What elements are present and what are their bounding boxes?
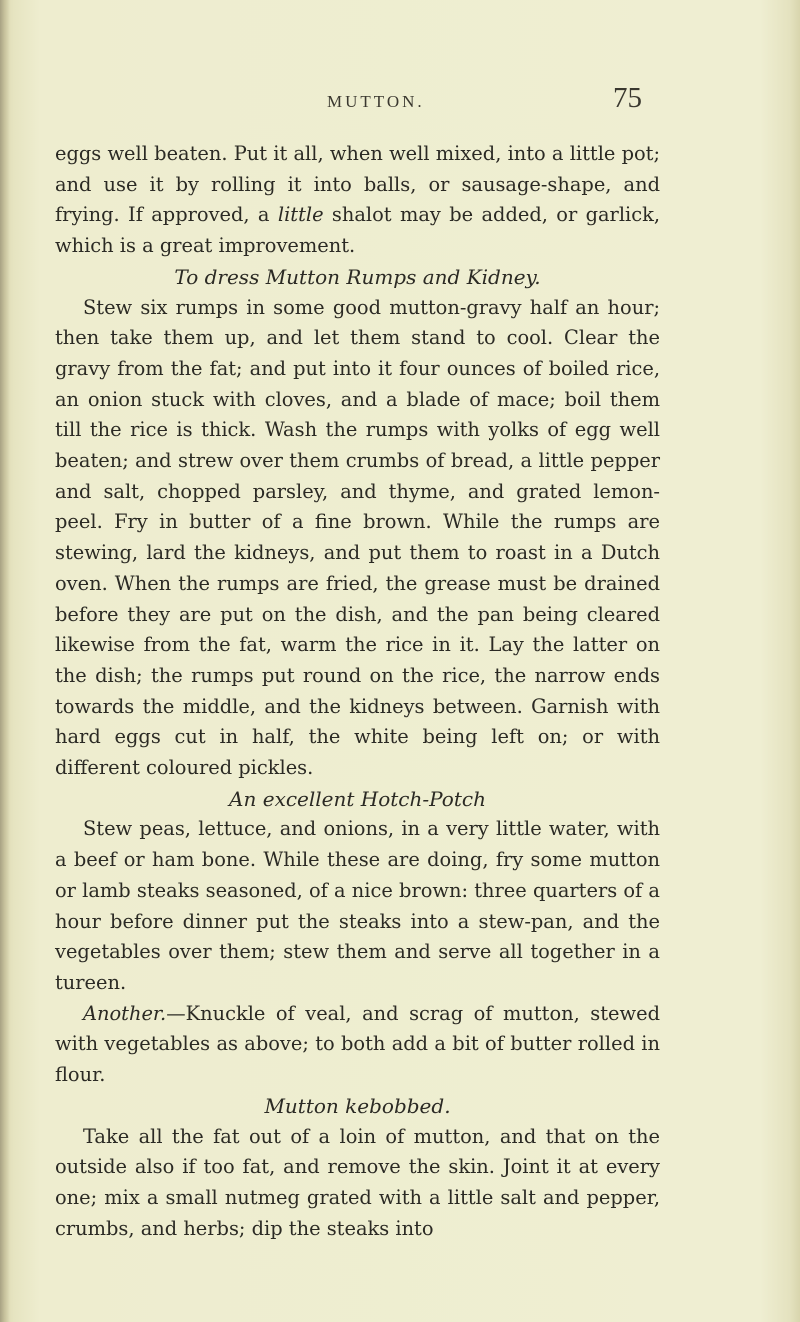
page-header [0,82,800,122]
italic-word: little [277,203,324,227]
italic-label-another: Another. [83,1001,167,1025]
recipe-heading-mutton-kebobbed: Mutton kebobbed. [264,1093,451,1118]
page-binding-edge [0,0,10,1322]
recipe-paragraph-another [55,999,660,1091]
body-text [55,139,660,1244]
recipe-paragraph-mutton-kebobbed: Take all the fat out of a loin of mutton, and that on the outside also if too fat, and remove the skin. Joint it at every one; mix a small nutmeg grated with a little salt and pepper, crumbs, and herbs; dip the steaks into [55,1124,660,1240]
paragraph-text: —Knuckle of veal, and scrag of mutton, stewed with vegetables as above; to both add a bit of butter rolled in flour. [55,1001,660,1087]
recipe-heading-mutton-rumps: To dress Mutton Rumps and Kidney. [174,264,541,289]
paragraph-continuation [55,139,660,262]
recipe-paragraph-hotch-potch: Stew peas, lettuce, and onions, in a very little water, with a beef or ham bone. While these are doing, fry some mutton or lamb steaks seasoned, of a nice brown: three quarters of a hour before dinner put the steaks into a stew-pan, and the vegetables over them; stew them and serve all together in a tureen. [55,817,660,994]
recipe-paragraph-mutton-rumps: Stew six rumps in some good mutton-gravy half an hour; then take them up, and let them stand to cool. Clear the gravy from the fat; and put into it four ounces of boiled rice, an onion stuck with cloves, and a blade of mace; boil them till the rice is thick. Wash the rumps with yolks of egg well beaten; and strew over them crumbs of bread, a little pepper and salt, chopped parsley, and thyme, and grated lemon-peel. Fry in butter of a fine brown. While the rumps are stewing, lard the kidneys, and put them to roast in a Dutch oven. When the rumps are fried, the grease must be drained before they are put on the dish, and the pan being cleared likewise from the fat, warm the rice in it. Lay the latter on the dish; the rumps put round on the rice, the narrow ends towards the middle, and the kidneys between. Garnish with hard eggs cut in half, the white being left on; or with different coloured pickles. [55,295,660,780]
paragraph-text: shalot may be added, or garlick, which is a great improvement. [55,203,660,258]
running-head: MUTTON. [327,92,425,111]
paragraph-text: eggs well beaten. Put it all, when well mixed, into a little pot; and use it by rolling it into balls, or sausage-shape, and frying. If approved, a [55,142,660,227]
page-number: 75 [613,82,642,114]
recipe-heading-hotch-potch: An excellent Hotch-Potch [229,786,486,811]
